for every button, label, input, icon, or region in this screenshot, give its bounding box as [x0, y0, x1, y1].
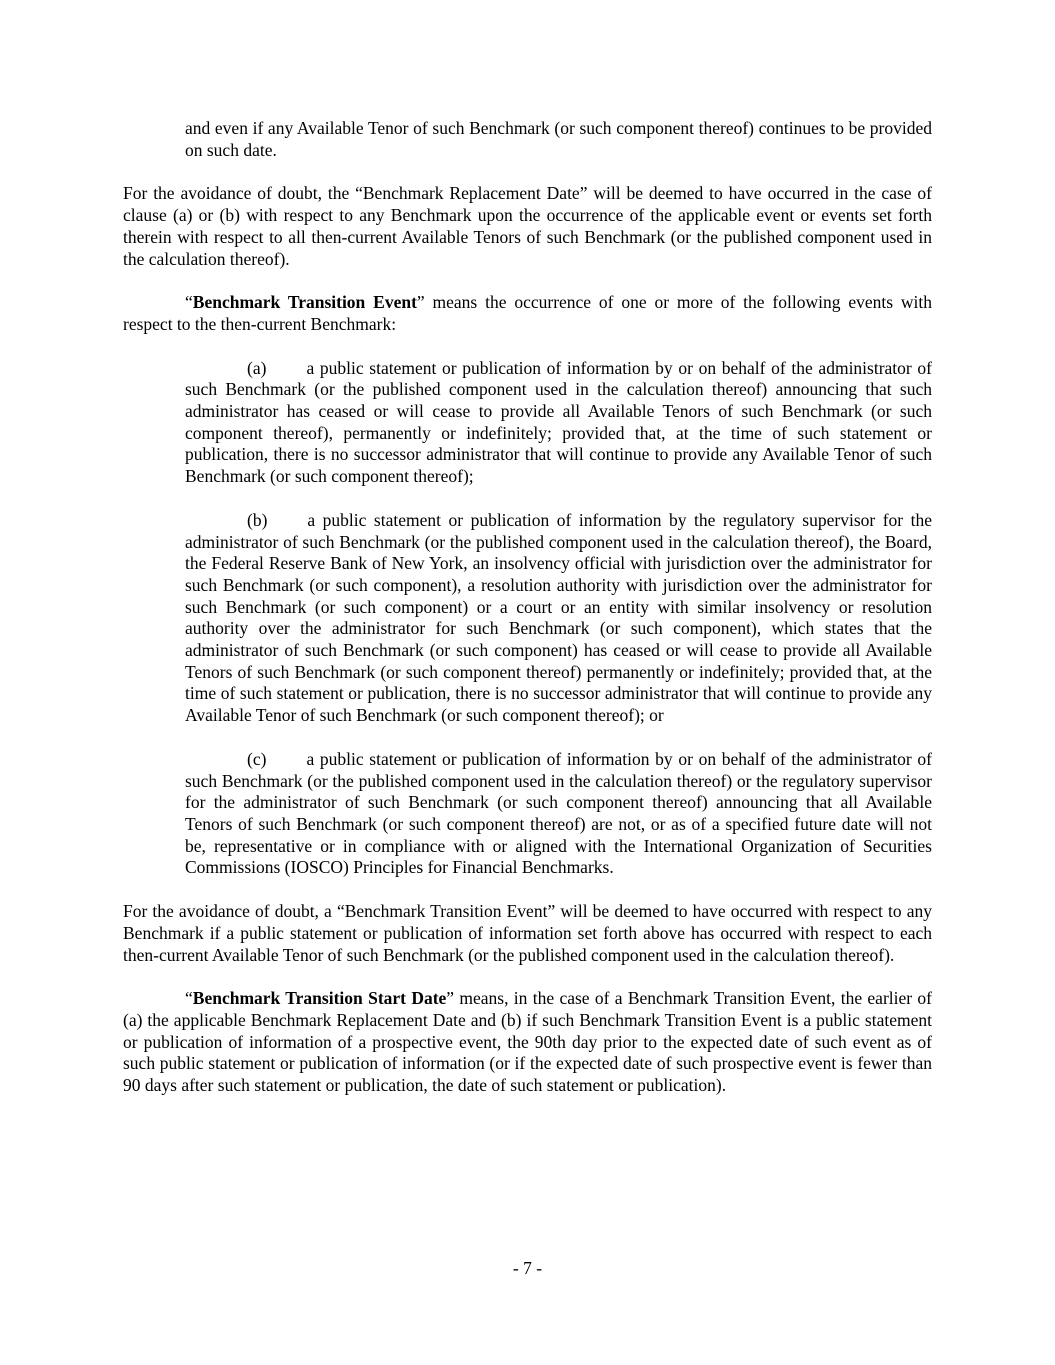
- clause-c-text: a public statement or publication of information by or on behalf of the administrator of such Benchmark (or the published component used in the calculation thereof) or the regulatory supervisor for the administrator of such Benchmark (or such component thereof) announcing that all Available Tenors of such Benchmark (or such component thereof) are not, or as of a specified future date will not be, representative or in compliance with or aligned with the International Organization of Securities Commissions (IOSCO) Principles for Financial Benchmarks.: [185, 748, 932, 878]
- defined-term-benchmark-transition-start-date: Benchmark Transition Start Date: [192, 988, 447, 1009]
- clause-a-label: (a): [247, 357, 267, 378]
- continuation-paragraph: and even if any Available Tenor of such Benchmark (or such component thereof) continues to be provided on such date.: [185, 118, 932, 160]
- clause-b: [185, 510, 932, 727]
- clause-b-text: a public statement or publication of information by the regulatory supervisor for the administrator of such Benchmark (or the published component used in the calculation thereof), the Board, the Federal Reserve Bank of New York, an insolvency official with jurisdiction over the administrator for such Benchmark (or such component), a resolution authority with jurisdiction over the administrator for such Benchmark (or such component) or a court or an entity with similar insolvency or resolution authority over the administrator for such Benchmark (or such component), which states that the administrator of such Benchmark (or such component) has ceased or will cease to provide all Available Tenors of such Benchmark (or such component thereof) permanently or indefinitely; provided that, at the time of such statement or publication, there is no successor administrator that will continue to provide any Available Tenor of such Benchmark (or such component thereof); or: [185, 509, 932, 726]
- page-content: [123, 118, 932, 1097]
- avoidance-of-doubt-paragraph-1: For the avoidance of doubt, the “Benchmark Replacement Date” will be deemed to have occurred in the case of clause (a) or (b) with respect to any Benchmark upon the occurrence of the applicable event or events set forth therein with respect to all then-current Available Tenors of such Benchmark (or the published component used in the calculation thereof).: [123, 183, 932, 269]
- clause-a-text: a public statement or publication of information by or on behalf of the administrator of such Benchmark (or the published component used in the calculation thereof) announcing that such administrator has ceased or will cease to provide all Available Tenors of such Benchmark (or such component thereof), permanently or indefinitely; provided that, at the time of such statement or publication, there is no successor administrator that will continue to provide any Available Tenor of such Benchmark (or such component thereof);: [185, 357, 932, 487]
- definition-body-text: ” means, in the case of a Benchmark Transition Event, the earlier of (a) the applicable Benchmark Replacement Date and (b) if such Benchmark Transition Event is a public statement or publication of information of a prospective event, the 90th day prior to the expected date of such event as of such public statement or publication of information (or if the expected date of such prospective event is fewer than 90 days after such statement or publication, the date of such statement or publication).: [123, 988, 932, 1096]
- clause-b-label: (b): [247, 509, 268, 530]
- clause-c-label: (c): [247, 748, 267, 769]
- open-quote: “: [185, 988, 193, 1009]
- defined-term-benchmark-transition-event: Benchmark Transition Event: [192, 292, 417, 313]
- definition-body-text: ” means the occurrence of one or more of the following events with respect to the then-current Benchmark:: [123, 292, 932, 334]
- clause-c: [185, 749, 932, 879]
- open-quote: “: [185, 292, 193, 313]
- avoidance-of-doubt-paragraph-2: For the avoidance of doubt, a “Benchmark Transition Event” will be deemed to have occurred with respect to any Benchmark if a public statement or publication of information set forth above has occurred with respect to each then-current Available Tenor of such Benchmark (or the published component used in the calculation thereof).: [123, 901, 932, 965]
- clause-a: [185, 358, 932, 488]
- definition-benchmark-transition-start-date: [123, 988, 932, 1097]
- page-number: - 7 -: [512, 1258, 543, 1278]
- definition-benchmark-transition-event: [123, 292, 932, 335]
